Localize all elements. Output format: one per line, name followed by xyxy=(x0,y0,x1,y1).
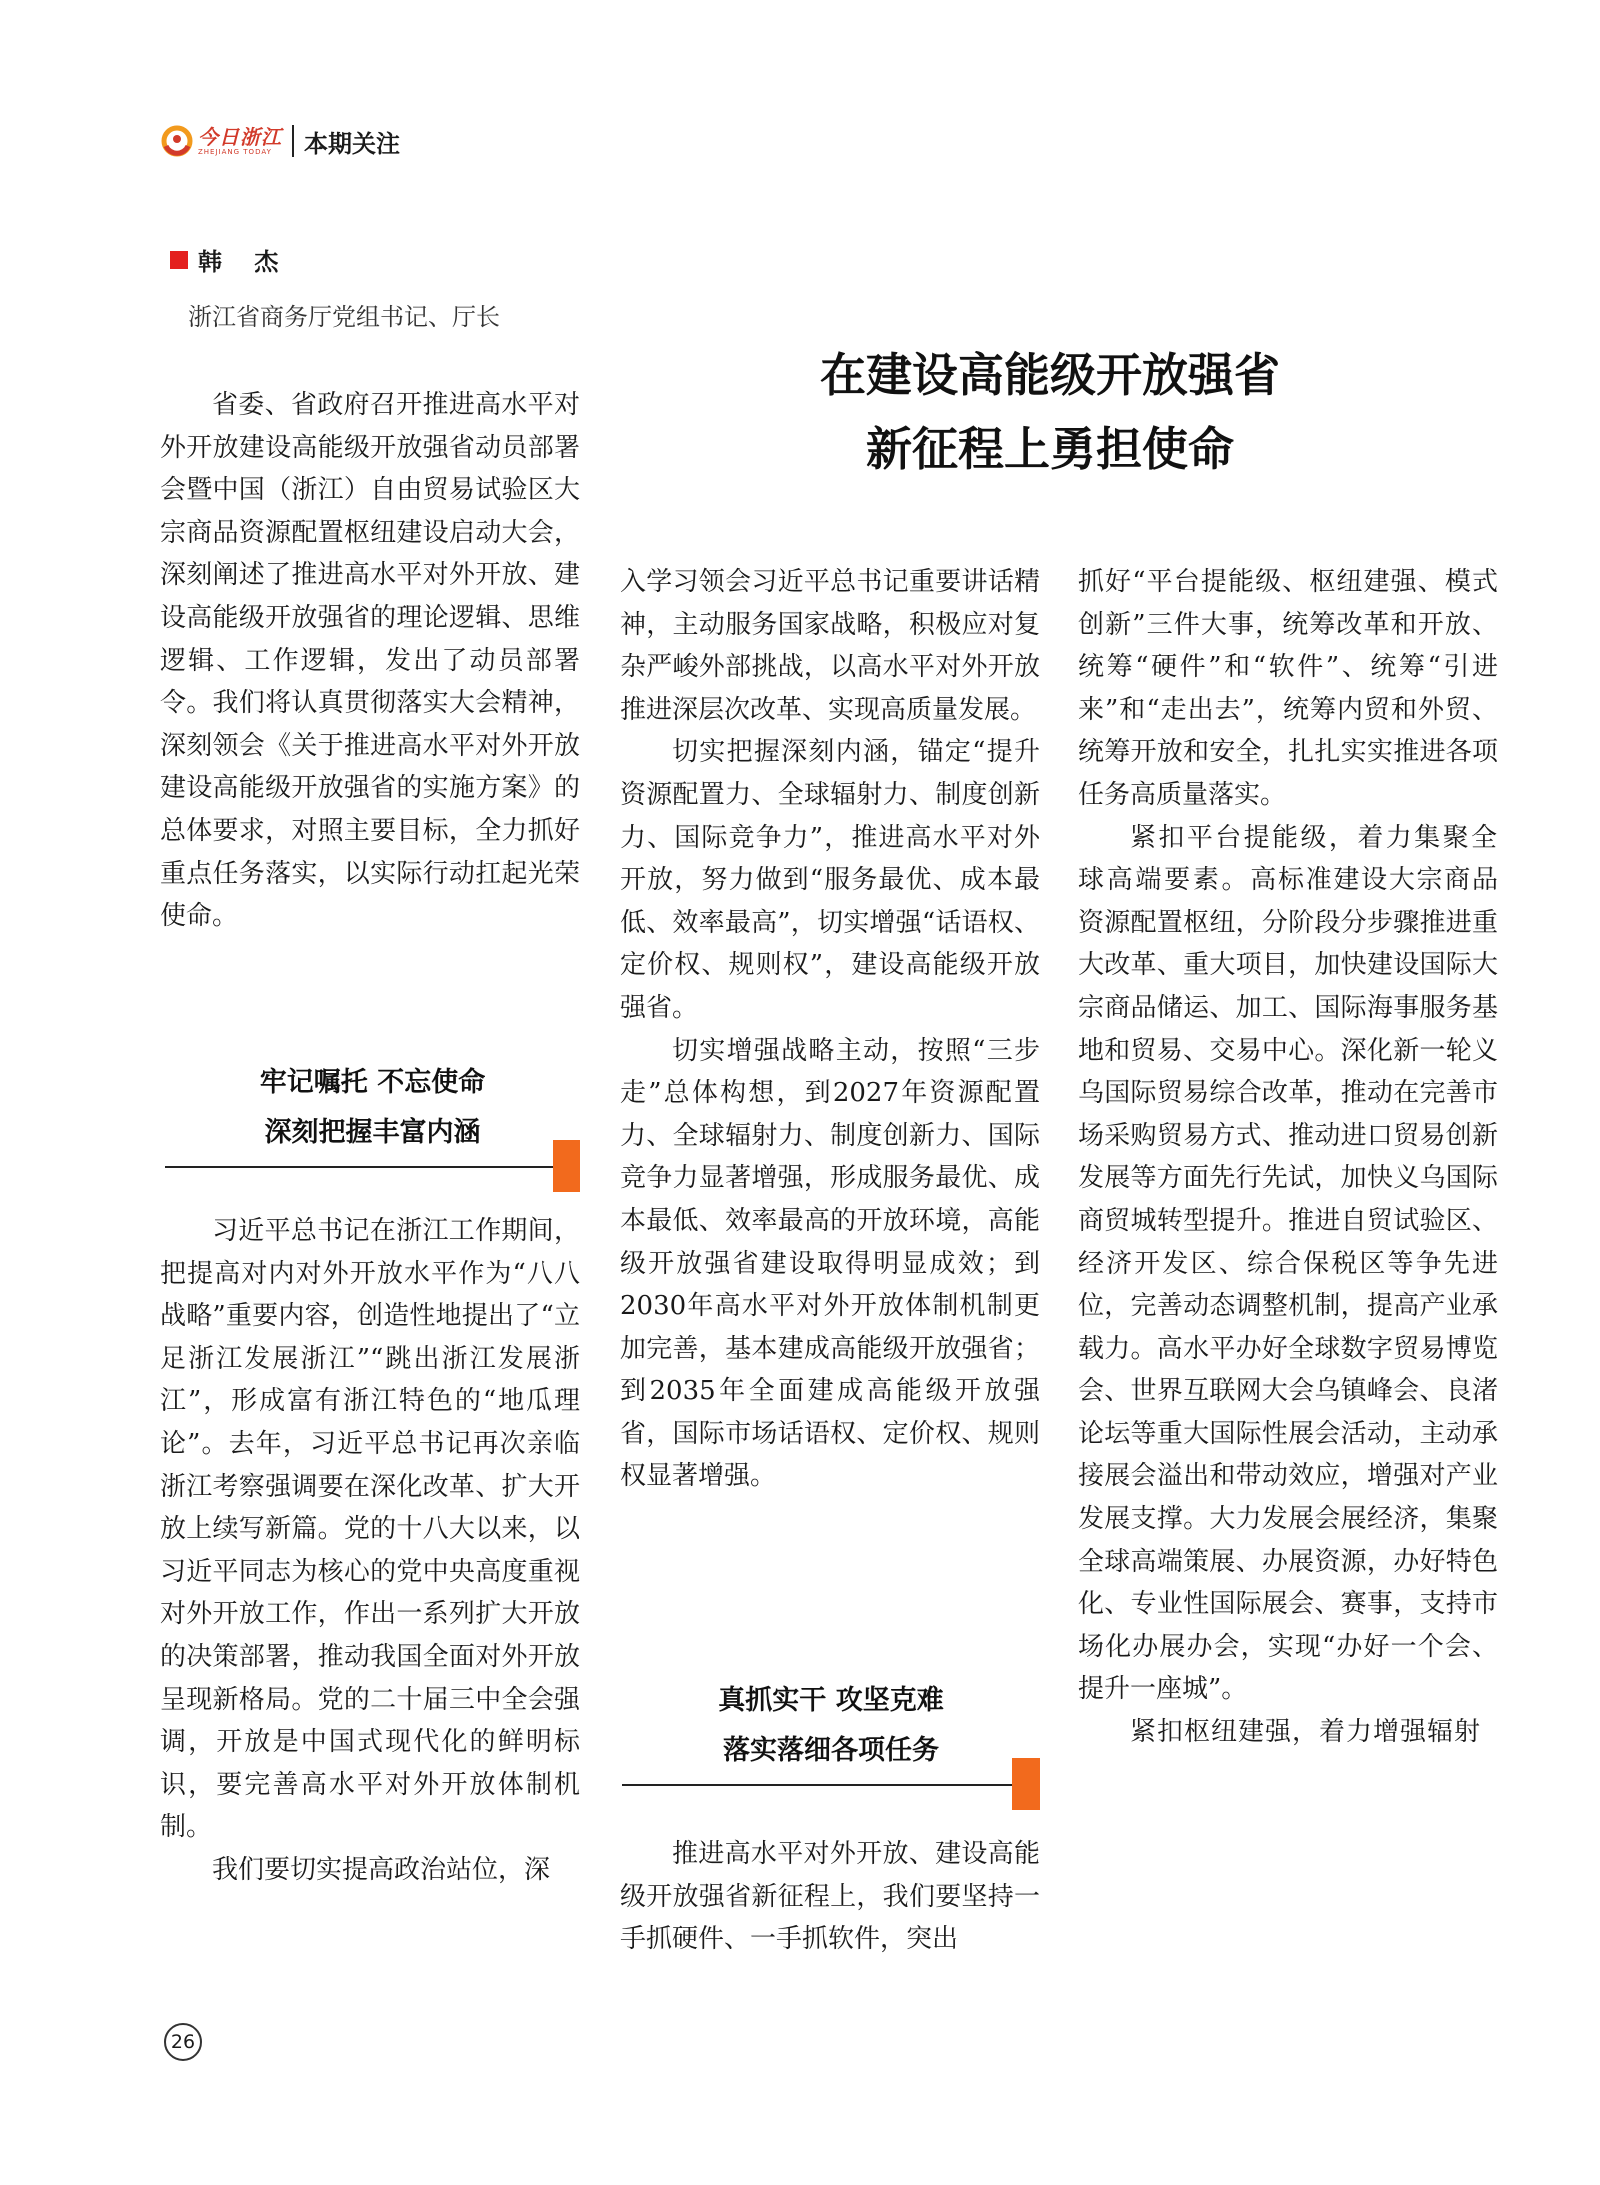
paragraph-body: 高标准建设大宗商品资源配置枢纽，分阶段分步骤推进重大改革、重大项目，加快建设国际大宗商品储运、加工、国际海事服务基地和贸易、交易中心。深化新一轮义乌国际贸易综合改革，推动在完善市场采购贸易方式、推动进口贸易创新发展等方面先行先试，加快义乌国际商贸城转型提升。推进自贸试验区、经济开发区、综合保税区等争先进位，完善动态调整机制，提高产业承载力。高水平办好全球数字贸易博览会、世界互联网大会乌镇峰会、良渚论坛等重大国际性展会活动，主动承接展会溢出和带动效应，增强对产业发展支撑。大力发展会展经济，集聚全球高端策展、办展资源，办好特色化、专业性国际展会、赛事，支持市场化办展办会，实现“办好一个会、提升一座城”。 xyxy=(1078,865,1498,1705)
header-divider xyxy=(292,125,294,157)
paragraph: 切实增强战略主动，按照“三步走”总体构想，到2027年资源配置力、全球辐射力、制度创新力、国际竞争力显著增强，形成服务最优、成本最低、效率最高的开放环境，高能级开放强省建设取得明显成效；到2030年高水平对外开放体制机制更加完善，基本建成高能级开放强省；到2035年全面建成高能级开放强省，国际市场话语权、定价权、规则权显著增强。 xyxy=(620,1035,1040,1492)
paragraph-lead: 紧扣枢纽建强，着力增强辐射 xyxy=(1130,1717,1482,1748)
subheading-1 xyxy=(165,1058,580,1158)
subheading-line: 落实落细各项任务 xyxy=(723,1735,939,1766)
body-column-left-top xyxy=(160,384,580,938)
subheading-line: 真抓实干 攻坚克难 xyxy=(718,1685,944,1716)
article-title-line: 新征程上勇担使命 xyxy=(866,422,1234,476)
body-column-left-bottom xyxy=(160,1210,580,1892)
author-block xyxy=(170,242,500,332)
paragraph-lead: 紧扣平台提能级，着力集聚全球高端要素。 xyxy=(1078,822,1498,896)
body-column-right xyxy=(1078,561,1498,1754)
paragraph: 我们要切实提高政治站位，深 xyxy=(212,1854,551,1885)
article-title xyxy=(700,338,1400,486)
author-name xyxy=(170,242,500,277)
subheading-accent xyxy=(1012,1758,1040,1810)
subheading-2 xyxy=(622,1676,1040,1776)
paragraph: 抓好“平台提能级、枢纽建强、模式创新”三件大事，统筹改革和开放、统筹“硬件”和“软件”、统筹“引进来”和“走出去”，统筹内贸和外贸、统筹开放和安全，扎扎实实推进各项任务高质量落实。 xyxy=(1078,567,1498,810)
page-header xyxy=(160,118,400,164)
paragraph: 习近平总书记在浙江工作期间，把提高对内对外开放水平作为“八八战略”重要内容，创造性地提出了“立足浙江发展浙江”“跳出浙江发展浙江”，形成富有浙江特色的“地瓜理论”。去年，习近平总书记再次亲临浙江考察强调要在深化改革、扩大开放上续写新篇。党的十八大以来，以习近平同志为核心的党中央高度重视对外开放工作，作出一系列扩大开放的决策部署，推动我国全面对外开放呈现新格局。党的二十届三中全会强调，开放是中国式现代化的鲜明标识，要完善高水平对外开放体制机制。 xyxy=(160,1216,580,1843)
article-title-line: 在建设高能级开放强省 xyxy=(820,348,1280,402)
subheading-rule xyxy=(622,1784,1040,1786)
page-number: 26 xyxy=(164,2023,202,2061)
subheading-rule xyxy=(165,1166,580,1168)
logo-subtext: ZHEJIANG TODAY xyxy=(198,147,272,156)
paragraph: 推进高水平对外开放、建设高能级开放强省新征程上，我们要坚持一手抓硬件、一手抓软件，突出 xyxy=(620,1839,1040,1955)
logo-text: 今日浙江 xyxy=(198,124,282,149)
section-name: 本期关注 xyxy=(304,129,400,158)
paragraph: 省委、省政府召开推进高水平对外开放建设高能级开放强省动员部署会暨中国（浙江）自由贸易试验区大宗商品资源配置枢纽建设启动大会，深刻阐述了推进高水平对外开放、建设高能级开放强省的理论逻辑、思维逻辑、工作逻辑，发出了动员部署令。我们将认真贯彻落实大会精神，深刻领会《关于推进高水平对外开放建设高能级开放强省的实施方案》的总体要求，对照主要目标，全力抓好重点任务落实，以实际行动扛起光荣使命。 xyxy=(160,390,580,932)
body-column-middle-top xyxy=(620,561,1040,1498)
subheading-line: 深刻把握丰富内涵 xyxy=(264,1117,481,1148)
subheading-line: 牢记嘱托 不忘使命 xyxy=(259,1067,486,1098)
paragraph: 切实把握深刻内涵，锚定“提升资源配置力、全球辐射力、制度创新力、国际竞争力”，推进高水平对外开放，努力做到“服务最优、成本最低、效率最高”，切实增强“话语权、定价权、规则权”，建设高能级开放强省。 xyxy=(620,737,1040,1023)
subheading-accent xyxy=(553,1140,580,1192)
red-square-icon xyxy=(170,251,188,269)
logo-sun-icon xyxy=(160,124,194,158)
paragraph xyxy=(1078,1711,1498,1754)
paragraph: 入学习领会习近平总书记重要讲话精神，主动服务国家战略，积极应对复杂严峻外部挑战，以高水平对外开放推进深层次改革、实现高质量发展。 xyxy=(620,567,1040,725)
magazine-logo xyxy=(160,124,282,158)
paragraph xyxy=(1078,817,1498,1711)
author-name-text: 韩 杰 xyxy=(198,248,291,276)
author-title: 浙江省商务厅党组书记、厅长 xyxy=(188,303,500,331)
body-column-middle-bottom xyxy=(620,1833,1040,1961)
